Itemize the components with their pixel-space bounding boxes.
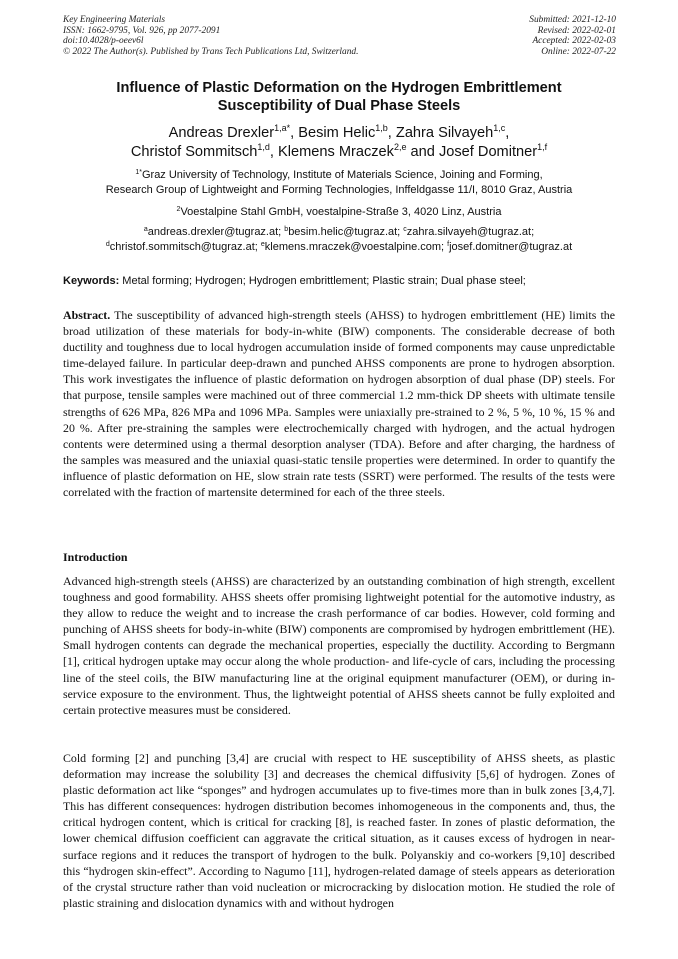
author-affiliation-mark: 1,b — [375, 123, 388, 133]
author-separator: , — [387, 125, 396, 141]
author-name: Andreas Drexler — [168, 125, 275, 141]
author-separator: and — [406, 144, 439, 160]
affiliation-1-line-1: Graz University of Technology, Institute of Materials Science, Joining and Forming, — [141, 169, 543, 181]
affiliation-mark: 2 — [176, 206, 181, 213]
affiliation-1 — [60, 168, 618, 197]
author-list — [60, 124, 618, 162]
author-separator: , — [290, 125, 299, 141]
author-name: Klemens Mraczek — [278, 144, 394, 160]
journal-header-left — [63, 15, 358, 57]
keywords-label: Keywords: — [63, 275, 120, 287]
issn-line: ISSN: 1662-9795, Vol. 926, pp 2077-2091 — [63, 25, 221, 36]
title-line-2: Susceptibility of Dual Phase Steels — [217, 98, 461, 114]
email-address[interactable]: andreas.drexler@tugraz.at; — [147, 226, 285, 238]
email-line-1 — [60, 225, 618, 240]
author-affiliation-mark: 2,e — [393, 142, 407, 152]
email-address[interactable]: christof.sommitsch@tugraz.at; — [109, 240, 261, 253]
abstract — [63, 307, 615, 500]
email-mark: a — [143, 226, 148, 233]
intro-paragraph-2: Cold forming [2] and punching [3,4] are crucial with respect to HE susceptibility of AHSS sheets, as plastic deformation may increase the solubility [3] and decreases the chemical diffusivity [5,6] of hydrogen. Zones of plastic deformation act like “sponges” and hydrogen accumulates up to five-times more than in bulk zones [3,4,7]. This has different consequences: hydrogen distribution becomes inhomogeneous in the components and, thus, the critical hydrogen content, which is critical for cracking [8], is reached faster. In zones of plastic deformation, the lower chemical diffusion coefficient can aggravate the critical situation, as it causes excess of hydrogen in near-surface regions and it reduces the transport of hydrogen to the bulk. Polyanskiy and co-workers [9,10] described this “hydrogen skin-effect”. According to Nagumo [11], hydrogen-related damage of steels appears as deterioration of the crystal structure rather than void nucleation or microcracking by dislocation motion. He studied the role of plastic straining and dislocation dynamics with and without hydrogen — [63, 751, 615, 910]
author-affiliation-mark: 1,d — [257, 142, 270, 152]
submitted-date: Submitted: 2021-12-10 — [529, 15, 616, 25]
email-mark: f — [447, 240, 450, 248]
author-name: Besim Helic — [298, 125, 376, 141]
title-line-1: Influence of Plastic Deformation on the Hydrogen Embrittlement — [116, 80, 562, 96]
email-mark: b — [284, 226, 289, 233]
keywords — [63, 274, 618, 288]
section-heading-introduction: Introduction — [63, 550, 128, 564]
abstract-text: The susceptibility of advanced high-strength steels (AHSS) to hydrogen embrittlement (HE) limits the broad utilization of these materials for body-in-white (BIW) components. The considerable decrease of both ductility and toughness due to local hydrogen accumulation inside of formed components may cause unpredictable time-delayed failure. In particular deep-drawn and punched AHSS components are prone to hydrogen absorption. This work investigates the influence of plastic deformation on hydrogen absorption of dual phase (DP) steels. For that purpose, tensile samples were machined out of three commercial 1.2 mm-thick DP sheets with ultimate tensile strengths of 626 MPa, 826 MPa and 1096 MPa. Samples were uniaxially pre-strained to 2 %, 5 %, 10 %, 15 % and 20 %. After pre-straining the samples were electrochemically charged with hydrogen, and the actual hydrogen contents were determined using a thermal desorption analyser (TDA). Before and after charging, the hardness of the samples was measured and the uniaxial quasi-static tensile properties were determined. In order to quantify the influence of plastic deformation on HE, slow strain rate tests (SSRT) were performed. The results of the tests were correlated with the fraction of martensite determined for each of the three steels. — [63, 308, 615, 500]
author-name: Zahra Silvayeh — [395, 125, 494, 141]
keywords-text: Metal forming; Hydrogen; Hydrogen embrittlement; Plastic strain; Dual phase steel; — [119, 275, 526, 287]
copyright-line: © 2022 The Author(s). Published by Trans Tech Publications Ltd, Switzerland. — [63, 46, 359, 57]
email-list — [60, 225, 618, 254]
affiliation-2-text: Voestalpine Stahl GmbH, voestalpine-Straße 3, 4020 Linz, Austria — [180, 206, 502, 218]
author-name: Christof Sommitsch — [130, 144, 258, 160]
paper-title — [60, 79, 618, 115]
author-affiliation-mark: 1,c — [493, 123, 506, 133]
email-mark: c — [403, 226, 407, 233]
journal-header-right — [529, 15, 616, 57]
author-line-2 — [60, 143, 618, 162]
email-mark: d — [105, 240, 110, 248]
author-affiliation-mark: 1,a* — [274, 123, 291, 133]
accepted-date: Accepted: 2022-02-03 — [532, 36, 616, 47]
author-line-1 — [60, 124, 618, 143]
intro-paragraph-1: Advanced high-strength steels (AHSS) are characterized by an outstanding combination of high strength, excellent toughness and good formability. AHSS sheets offer promising lightweight potential for the automotive industry, as they allow to reduce the weight and to increase the crash performance of car bodies. However, cold forming and punching of AHSS sheets for body-in-white (BIW) components are compromised by hydrogen embrittlement (HE). Small hydrogen contents can degrade the mechanical properties, especially the ductility. According to Bergmann [1], critical hydrogen uptake may occur along the whole production- and life-cycle of cars, including the processing line of the steel coils, the BIW manufacturing line at the original equipment manufacturer (OEM), or during in-service exposure to the environment. Thus, the lightweight potential of AHSS sheets cannot be fully exploited and certain protective measures must be considered. — [63, 574, 615, 717]
author-affiliation-mark: 1,f — [537, 142, 548, 152]
email-mark: e — [260, 240, 265, 248]
author-name: Josef Domitner — [438, 144, 538, 160]
affiliation-2 — [60, 205, 618, 220]
abstract-label: Abstract. — [63, 308, 111, 322]
author-separator: , — [269, 144, 278, 160]
email-address[interactable]: josef.domitner@tugraz.at — [449, 240, 573, 253]
revised-date: Revised: 2022-02-01 — [537, 25, 616, 36]
email-address[interactable]: besim.helic@tugraz.at; — [288, 226, 404, 238]
doi-line: doi:10.4028/p-oeev6l — [63, 36, 144, 47]
email-address[interactable]: klemens.mraczek@voestalpine.com; — [264, 240, 448, 253]
email-line-2 — [60, 240, 618, 255]
affiliation-1-line-2: Research Group of Lightweight and Forming Technologies, Inffeldgasse 11/I, 8010 Graz, Austria — [105, 183, 573, 196]
email-address[interactable]: zahra.silvayeh@tugraz.at; — [406, 226, 535, 238]
online-date: Online: 2022-07-22 — [541, 46, 616, 57]
author-separator: , — [505, 125, 510, 141]
affiliation-mark: 1* — [135, 169, 142, 176]
journal-name: Key Engineering Materials — [63, 15, 166, 25]
